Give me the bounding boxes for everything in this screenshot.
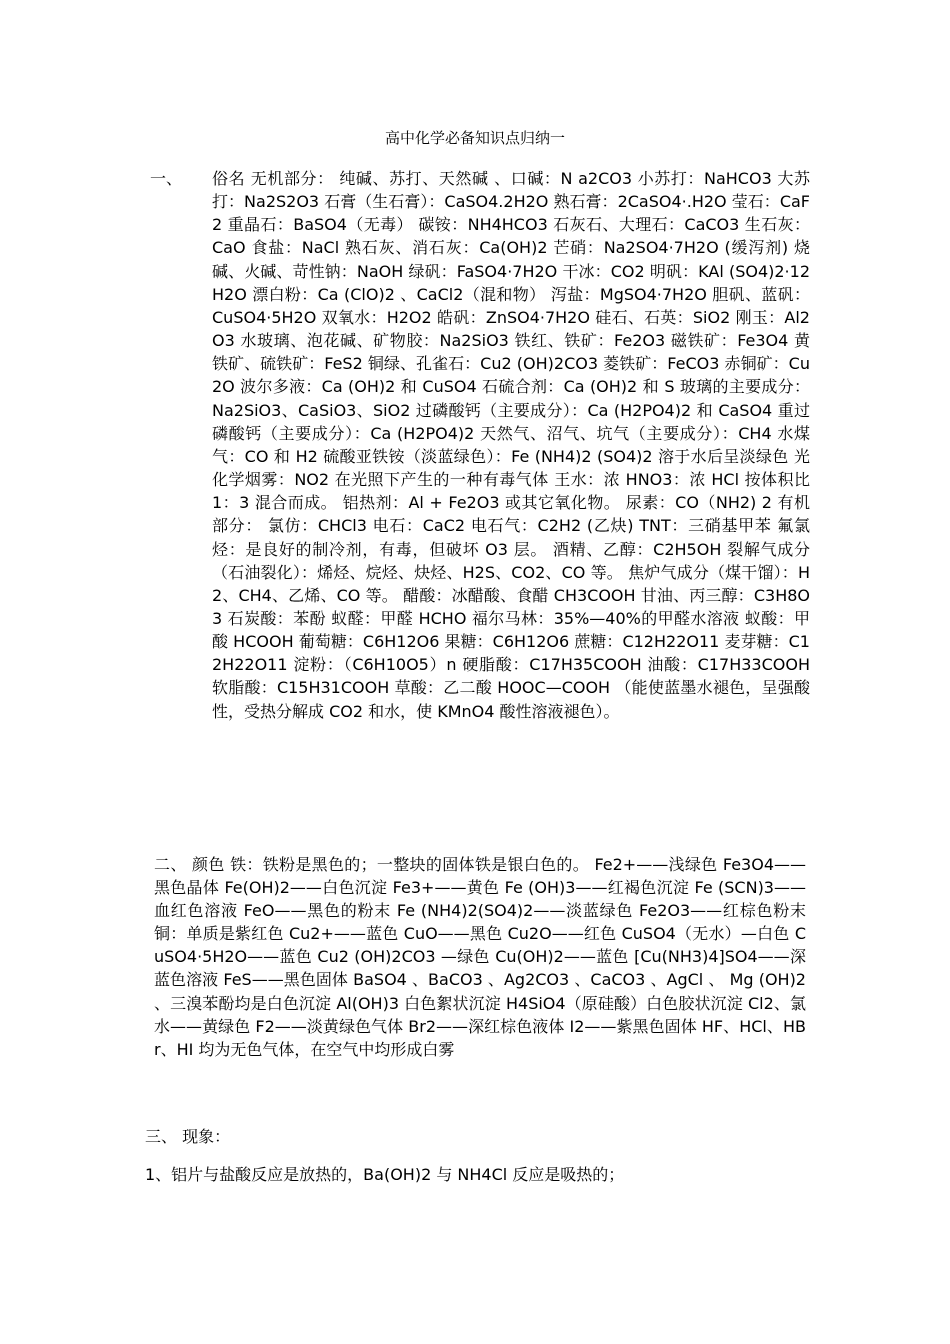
section-colors-text: 二、 颜色 铁：铁粉是黑色的；一整块的固体铁是银白色的。 Fe2+——浅绿色 Fe3O4——黑色晶体 Fe(OH)2——白色沉淀 Fe3+——黄色 Fe (OH)3——红褐色沉淀 Fe (SCN)3——血红色溶液 FeO——黑色的粉末 Fe (NH4)2(SO4)2——淡蓝绿色 Fe2O3——红棕色粉末 铜：单质是紫红色 Cu2+——蓝色 CuO——黑色 Cu2O——红色 CuSO4（无水）—白色 CuSO4·5H2O——蓝色 Cu2 (OH)2CO3 —绿色 Cu(OH)2——蓝色 [Cu(NH3)4]SO4——深蓝色溶液 FeS——黑色固体 BaSO4 、BaCO3 、Ag2CO3 、CaCO3 、AgCl 、 Mg (OH)2 、三溴苯酚均是白色沉淀 Al(OH)3 白色絮状沉淀 H4SiO4（原硅酸）白色胶状沉淀 Cl2、氯水——黄绿色 F2——淡黄绿色气体 Br2——深红棕色液体 I2——紫黑色固体 HF、HCl、HBr、HI 均为无色气体，在空气中均形成白雾 bbox=[154, 855, 806, 1059]
page-title: 高中化学必备知识点归纳一 bbox=[384, 129, 565, 147]
section-common-names bbox=[150, 167, 810, 723]
section-common-names-text: 俗名 无机部分： 纯碱、苏打、天然碱 、口碱：N a2CO3 小苏打：NaHCO3 大苏打：Na2S2O3 石膏（生石膏）：CaSO4.2H2O 熟石膏：2CaSO4·.H2O 莹石：CaF2 重晶石：BaSO4（无毒） 碳铵：NH4HCO3 石灰石、大理石：CaCO3 生石灰：CaO 食盐：NaCl 熟石灰、消石灰：Ca(OH)2 芒硝：Na2SO4·7H2O (缓泻剂) 烧碱、火碱、苛性钠：NaOH 绿矾：FaSO4·7H2O 干冰：CO2 明矾：KAl (SO4)2·12H2O 漂白粉：Ca (ClO)2 、CaCl2（混和物） 泻盐：MgSO4·7H2O 胆矾、蓝矾：CuSO4·5H2O 双氧水：H2O2 皓矾：ZnSO4·7H2O 硅石、石英：SiO2 刚玉：Al2O3 水玻璃、泡花碱、矿物胶：Na2SiO3 铁红、铁矿：Fe2O3 磁铁矿：Fe3O4 黄铁矿、硫铁矿：FeS2 铜绿、孔雀石：Cu2 (OH)2CO3 菱铁矿：FeCO3 赤铜矿：Cu2O 波尔多液：Ca (OH)2 和 CuSO4 石硫合剂：Ca (OH)2 和 S 玻璃的主要成分：Na2SiO3、CaSiO3、SiO2 过磷酸钙（主要成分）：Ca (H2PO4)2 和 CaSO4 重过磷酸钙（主要成分）：Ca (H2PO4)2 天然气、沼气、坑气（主要成分）：CH4 水煤气：CO 和 H2 硫酸亚铁铵（淡蓝绿色）：Fe (NH4)2 (SO4)2 溶于水后呈淡绿色 光化学烟雾：NO2 在光照下产生的一种有毒气体 王水：浓 HNO3：浓 HCl 按体积比 1：3 混合而成。 铝热剂：Al + Fe2O3 或其它氧化物。 尿素：CO（NH2) 2 有机部分： 氯仿：CHCl3 电石：CaC2 电石气：C2H2 (乙炔) TNT：三硝基甲苯 氟氯烃：是良好的制冷剂，有毒，但破坏 O3 层。 酒精、乙醇：C2H5OH 裂解气成分（石油裂化）：烯烃、烷烃、炔烃、H2S、CO2、CO 等。 焦炉气成分（煤干馏）：H2、CH4、乙烯、CO 等。 醋酸：冰醋酸、食醋 CH3COOH 甘油、丙三醇：C3H8O3 石炭酸：苯酚 蚁醛：甲醛 HCHO 福尔马林：35%—40%的甲醛水溶液 蚁酸：甲酸 HCOOH 葡萄糖：C6H12O6 果糖：C6H12O6 蔗糖：C12H22O11 麦芽糖：C12H22O11 淀粉：（C6H10O5）n 硬脂酸：C17H35COOH 油酸：C17H33COOH 软脂酸：C15H31COOH 草酸：乙二酸 HOOC—COOH （能使蓝墨水褪色，呈强酸性，受热分解成 CO2 和水，使 KMnO4 酸性溶液褪色）。 bbox=[212, 169, 810, 721]
phenomena-item-1: 1、铝片与盐酸反应是放热的，Ba(OH)2 与 NH4Cl 反应是吸热的； bbox=[145, 1165, 625, 1184]
section-number: 一、 bbox=[150, 169, 183, 188]
section-phenomena-heading: 三、 现象： bbox=[145, 1127, 231, 1146]
